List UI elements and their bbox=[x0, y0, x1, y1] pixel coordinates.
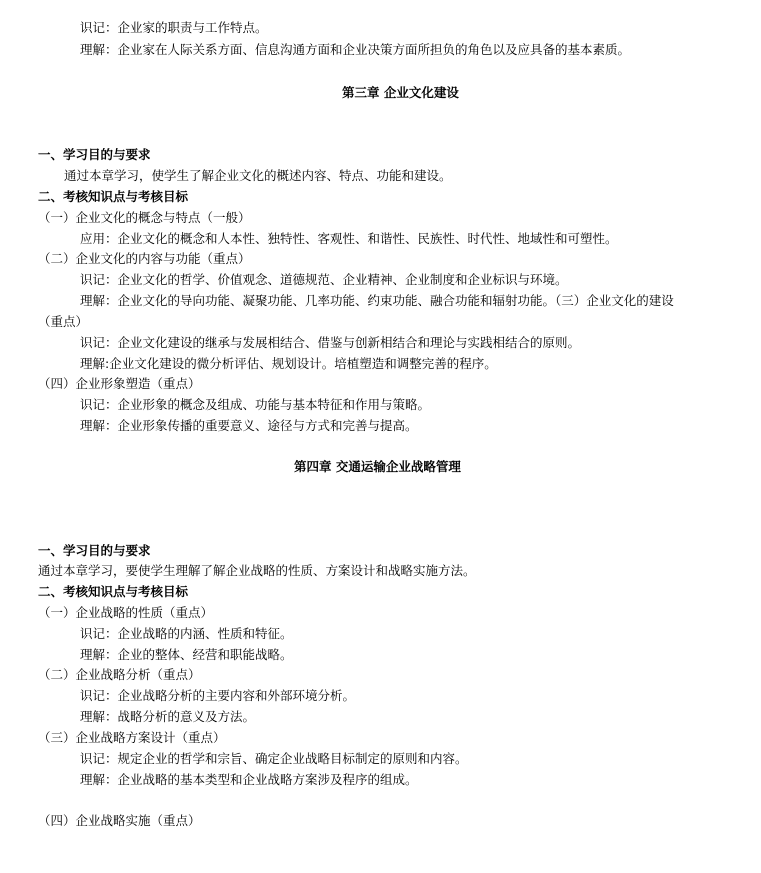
chapter-heading: 第四章 交通运输企业战略管理 bbox=[294, 459, 461, 474]
section-heading: 二、考核知识点与考核目标 bbox=[38, 189, 189, 204]
subsection-heading: （一）企业文化的概念与特点（一般） bbox=[38, 210, 251, 225]
subsection-heading: （二）企业战略分析（重点） bbox=[38, 667, 201, 682]
text-line: 理解：企业的整体、经营和职能战略。 bbox=[80, 647, 293, 662]
text-line: 识记：企业文化的哲学、价值观念、道德规范、企业精神、企业制度和企业标识与环境。 bbox=[80, 272, 568, 287]
text-line: 理解：战略分析的意义及方法。 bbox=[80, 709, 256, 724]
text-line: 识记：规定企业的哲学和宗旨、确定企业战略目标制定的原则和内容。 bbox=[80, 751, 468, 766]
subsection-heading: （一）企业战略的性质（重点） bbox=[38, 605, 214, 620]
text-line: 通过本章学习，使学生了解企业文化的概述内容、特点、功能和建设。 bbox=[64, 168, 452, 183]
text-line: 理解：企业家在人际关系方面、信息沟通方面和企业决策方面所担负的角色以及应具备的基本素质。 bbox=[80, 42, 631, 57]
text-line: 应用：企业文化的概念和人本性、独特性、客观性、和谐性、民族性、时代性、地域性和可塑性。 bbox=[80, 231, 618, 246]
section-heading: 二、考核知识点与考核目标 bbox=[38, 584, 189, 599]
subsection-heading: （四）企业战略实施（重点） bbox=[38, 813, 201, 828]
text-line: 识记：企业战略分析的主要内容和外部环境分析。 bbox=[80, 688, 356, 703]
text-line: 理解：企业文化的导向功能、凝聚功能、几率功能、约束功能、融合功能和辐射功能。（三）企业文化的建设 bbox=[80, 293, 674, 308]
text-line: 识记：企业文化建设的继承与发展相结合、借鉴与创新相结合和理论与实践相结合的原则。 bbox=[80, 335, 581, 350]
text-line: 通过本章学习，要使学生理解了解企业战略的性质、方案设计和战略实施方法。 bbox=[38, 563, 476, 578]
text-line: 理解：企业战略的基本类型和企业战略方案涉及程序的组成。 bbox=[80, 772, 418, 787]
subsection-heading: （四）企业形象塑造（重点） bbox=[38, 376, 201, 391]
text-line: 理解：企业形象传播的重要意义、途径与方式和完善与提高。 bbox=[80, 418, 418, 433]
text-line: 理解:企业文化建设的微分析评估、规划设计。培植塑造和调整完善的程序。 bbox=[80, 356, 497, 371]
subsection-heading: （三）企业战略方案设计（重点） bbox=[38, 730, 226, 745]
text-line: （重点） bbox=[38, 314, 89, 329]
subsection-heading: （二）企业文化的内容与功能（重点） bbox=[38, 251, 251, 266]
chapter-heading: 第三章 企业文化建设 bbox=[342, 85, 459, 100]
text-line: 识记：企业战略的内涵、性质和特征。 bbox=[80, 626, 293, 641]
text-line: 识记：企业形象的概念及组成、功能与基本特征和作用与策略。 bbox=[80, 397, 431, 412]
section-heading: 一、学习目的与要求 bbox=[38, 147, 151, 162]
text-line: 识记：企业家的职责与工作特点。 bbox=[80, 20, 268, 35]
section-heading: 一、学习目的与要求 bbox=[38, 543, 151, 558]
